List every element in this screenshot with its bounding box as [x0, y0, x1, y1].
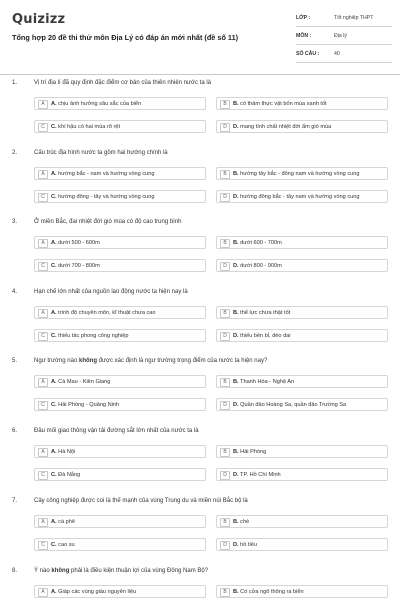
option-d[interactable] [216, 398, 388, 411]
option-letter-box: D [220, 123, 230, 132]
option-text: B. Có cửa ngõ thông ra biển [233, 589, 304, 595]
worksheet-info-table [296, 9, 392, 63]
option-text: C. cao su [51, 542, 75, 548]
option-d[interactable] [216, 190, 388, 203]
question-number: 4. [12, 289, 18, 295]
info-value: Địa lý [334, 32, 347, 39]
option-a[interactable] [34, 97, 206, 110]
option-text: D. Quần đảo Hoàng Sa, quần đảo Trường Sa [233, 402, 347, 408]
option-d[interactable] [216, 329, 388, 342]
option-text: A. chịu ảnh hưởng sâu sắc của biển [51, 101, 142, 107]
option-letter-box: C [38, 541, 48, 550]
option-letter-box: B [220, 518, 230, 527]
question-text: Đầu mối giao thông vận tải đường sắt lớn nhất của nước ta là [34, 428, 199, 434]
option-text: D. TP. Hồ Chí Minh [233, 472, 281, 478]
option-a[interactable] [34, 306, 206, 319]
option-text: D. hồ tiêu [233, 542, 257, 548]
info-row-subject [296, 27, 392, 45]
option-letter-box: A [38, 309, 48, 318]
option-a[interactable] [34, 167, 206, 180]
option-letter-box: A [38, 588, 48, 597]
option-letter-box: B [220, 588, 230, 597]
option-text: B. thể lực chưa thật tốt [233, 310, 291, 316]
option-a[interactable] [34, 515, 206, 528]
info-row-class [296, 9, 392, 27]
info-label: SỐ CÂU : [296, 50, 320, 57]
option-c[interactable] [34, 329, 206, 342]
option-text: A. Hà Nội [51, 449, 76, 455]
option-letter-box: B [220, 378, 230, 387]
info-row-question-count [296, 45, 392, 63]
option-letter-box: C [38, 332, 48, 341]
option-b[interactable] [216, 375, 388, 388]
info-label: LỚP : [296, 14, 311, 21]
option-letter-box: A [38, 170, 48, 179]
option-c[interactable] [34, 120, 206, 133]
option-d[interactable] [216, 468, 388, 481]
option-a[interactable] [34, 445, 206, 458]
option-letter-box: B [220, 239, 230, 248]
option-text: A. Giáp các vùng giàu nguyên liệu [51, 589, 137, 595]
option-b[interactable] [216, 167, 388, 180]
question-number: 8. [12, 568, 18, 574]
option-letter-box: A [38, 100, 48, 109]
option-a[interactable] [34, 236, 206, 249]
question-number: 2. [12, 150, 18, 156]
option-text: A. dưới 500 - 600m [51, 240, 100, 246]
option-text: C. Hải Phòng - Quảng Ninh [51, 402, 120, 408]
worksheet-title: Tổng hợp 20 đề thi thử môn Địa Lý có đáp án mới nhất (đề số 11) [12, 33, 239, 42]
option-b[interactable] [216, 445, 388, 458]
option-text: C. Đà Nẵng [51, 472, 81, 478]
option-letter-box: B [220, 100, 230, 109]
option-letter-box: D [220, 401, 230, 410]
option-letter-box: D [220, 541, 230, 550]
option-letter-box: C [38, 123, 48, 132]
option-c[interactable] [34, 398, 206, 411]
option-text: D. dưới 800 - 900m [233, 263, 282, 269]
question-text: Hạn chế lớn nhất của nguồn lao động nước ta hiện nay là [34, 289, 188, 295]
option-letter-box: C [38, 262, 48, 271]
info-value: 40 [334, 50, 340, 57]
option-letter-box: B [220, 448, 230, 457]
option-letter-box: A [38, 448, 48, 457]
question-number: 5. [12, 358, 18, 364]
option-letter-box: C [38, 401, 48, 410]
option-text: A. hướng bắc - nam và hướng vòng cung [51, 171, 155, 177]
option-b[interactable] [216, 97, 388, 110]
option-letter-box: D [220, 332, 230, 341]
option-text: C. hướng đông - tây và hướng vòng cung [51, 194, 155, 200]
question-text: Cây công nghiệp được coi là thế mạnh của vùng Trung du và miền núi Bắc bộ là [34, 498, 248, 504]
option-letter-box: C [38, 193, 48, 202]
option-letter-box: A [38, 239, 48, 248]
option-text: B. Thanh Hóa - Nghệ An [233, 379, 295, 385]
option-d[interactable] [216, 538, 388, 551]
option-b[interactable] [216, 306, 388, 319]
option-letter-box: B [220, 309, 230, 318]
quizizz-logo: Quizizz [12, 12, 66, 27]
option-text: A. cà phê [51, 519, 75, 525]
question-text: Ở miền Bắc, đai nhiệt đới gió mùa có độ cao trung bình [34, 219, 182, 225]
option-text: B. dưới 600 - 700m [233, 240, 282, 246]
info-label: MÔN : [296, 32, 312, 39]
option-text: A. trình độ chuyên môn, kĩ thuật chưa cao [51, 310, 156, 316]
option-text: C. khí hậu có hai mùa rõ rệt [51, 124, 121, 130]
question-text: Ngư trường nào không được xác định là ngư trường trọng điểm của nước ta hiện nay? [34, 358, 268, 364]
option-text: A. Cà Mau - Kiên Giang [51, 379, 111, 385]
option-c[interactable] [34, 190, 206, 203]
question-text: Vị trí địa lí đã quy định đặc điểm cơ bản của thiên nhiên nước ta là [34, 80, 211, 86]
option-letter-box: D [220, 471, 230, 480]
option-letter-box: A [38, 518, 48, 527]
option-letter-box: C [38, 471, 48, 480]
option-text: B. hướng tây bắc - đông nam và hướng vòng cung [233, 171, 360, 177]
question-text: Ý nào không phải là điều kiện thuận lợi của vùng Đông Nam Bộ? [34, 568, 209, 574]
option-c[interactable] [34, 259, 206, 272]
question-text: Cấu trúc địa hình nước ta gồm hai hướng chính là [34, 150, 168, 156]
question-number: 3. [12, 219, 18, 225]
option-text: B. chè [233, 519, 250, 525]
option-d[interactable] [216, 120, 388, 133]
option-letter-box: B [220, 170, 230, 179]
option-text: D. mang tính chất nhiệt đới ẩm gió mùa [233, 124, 332, 130]
worksheet-header [0, 0, 400, 75]
option-text: D. hướng đông bắc - tây nam và hướng vòng cung [233, 194, 360, 200]
option-text: C. dưới 700 - 800m [51, 263, 100, 269]
option-b[interactable] [216, 236, 388, 249]
option-text: C. thiếu tác phong công nghiệp [51, 333, 129, 339]
option-b[interactable] [216, 515, 388, 528]
option-letter-box: A [38, 378, 48, 387]
question-number: 7. [12, 498, 18, 504]
question-number: 1. [12, 80, 18, 86]
option-a[interactable] [34, 585, 206, 598]
option-letter-box: D [220, 193, 230, 202]
option-letter-box: D [220, 262, 230, 271]
option-text: D. thiếu bền bỉ, dẻo dai [233, 333, 291, 339]
info-value: Tốt nghiệp THPT [334, 14, 374, 21]
option-d[interactable] [216, 259, 388, 272]
option-a[interactable] [34, 375, 206, 388]
option-text: B. Hải Phòng [233, 449, 267, 455]
question-number: 6. [12, 428, 18, 434]
option-c[interactable] [34, 468, 206, 481]
option-b[interactable] [216, 585, 388, 598]
option-c[interactable] [34, 538, 206, 551]
option-text: B. có thảm thực vật bốn mùa xanh tốt [233, 101, 327, 107]
